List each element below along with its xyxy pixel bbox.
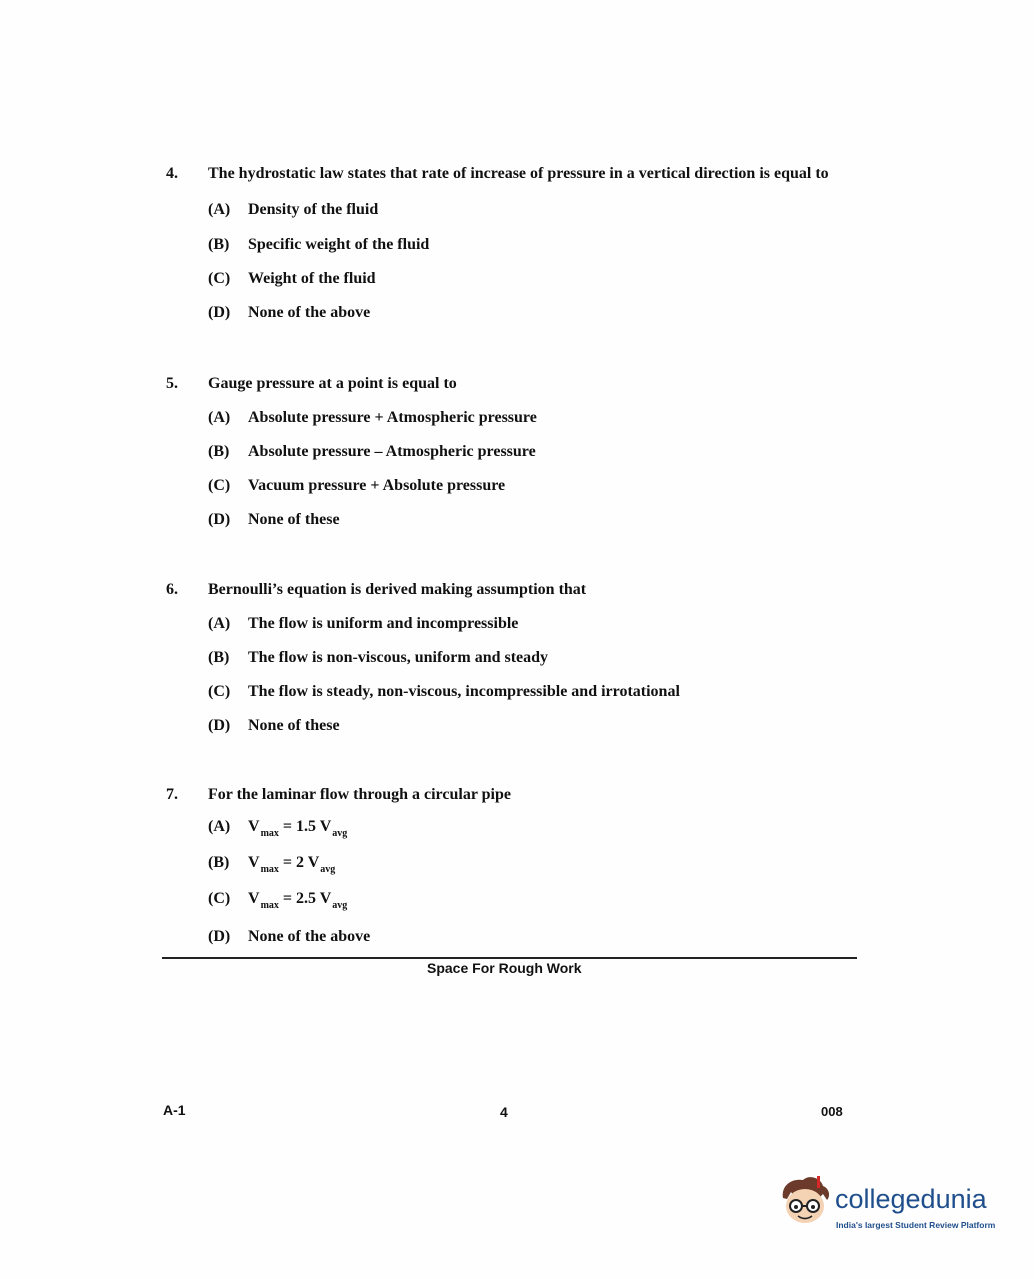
- question-4: [166, 164, 866, 323]
- question-number: 7.: [166, 786, 178, 803]
- question-text: The hydrostatic law states that rate of increase of pressure in a vertical direction is equal to: [208, 165, 829, 182]
- question-6: [166, 580, 866, 736]
- question-text: For the laminar flow through a circular pipe: [208, 786, 511, 803]
- question-text: Bernoulli’s equation is derived making assumption that: [208, 581, 587, 598]
- option-b: (B) The flow is non-viscous, uniform and steady: [208, 649, 549, 666]
- option-c: (C) $V_{max} = 2.5$ $V_{avg}$: [208, 890, 348, 911]
- option-c: (C) Weight of the fluid: [208, 270, 376, 287]
- question-number: 6.: [166, 581, 178, 598]
- option-c: (C) The flow is steady, non-viscous, incompressible and irrotational: [208, 683, 680, 700]
- brand-tagline: India's largest Student Review Platform: [836, 1220, 996, 1230]
- question-number: 5.: [166, 375, 178, 392]
- paper-code: A-1: [163, 1102, 186, 1118]
- option-d: (D) None of these: [208, 511, 340, 528]
- option-b: (B) Absolute pressure – Atmospheric pressure: [208, 443, 536, 460]
- option-a: (A) $V_{max} = 1.5$ $V_{avg}$: [208, 818, 348, 839]
- rough-work-divider: [162, 957, 857, 959]
- option-b: (B) Specific weight of the fluid: [208, 236, 430, 253]
- rough-work-label: Space For Rough Work: [427, 960, 582, 976]
- brand-name: collegedunia: [835, 1184, 987, 1214]
- option-c: (C) Vacuum pressure + Absolute pressure: [208, 477, 506, 494]
- question-7: [166, 785, 866, 947]
- option-b: (B) $V_{max} = 2$ $V_{avg}$: [208, 854, 336, 875]
- series-code: 008: [821, 1104, 843, 1119]
- question-text: Gauge pressure at a point is equal to: [208, 375, 457, 392]
- page-number: 4: [500, 1104, 508, 1120]
- option-a: (A) Density of the fluid: [208, 201, 379, 218]
- option-d: (D) None of the above: [208, 304, 371, 321]
- question-5: [166, 374, 866, 530]
- option-d: (D) None of the above: [208, 928, 371, 945]
- brand-watermark: [775, 1172, 1005, 1242]
- option-a: (A) The flow is uniform and incompressible: [208, 615, 519, 632]
- option-a: (A) Absolute pressure + Atmospheric pressure: [208, 409, 537, 426]
- question-number: 4.: [166, 165, 178, 182]
- option-d: (D) None of these: [208, 717, 340, 734]
- brand-logo-icon: [775, 1172, 835, 1232]
